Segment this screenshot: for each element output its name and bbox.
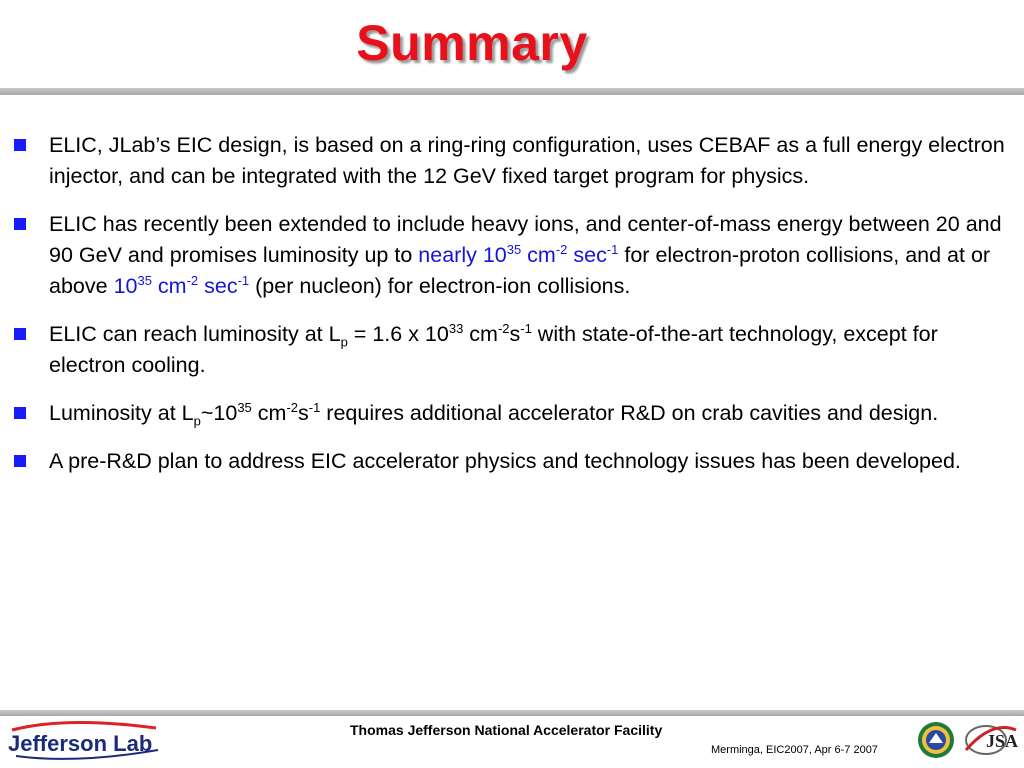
- bullet-square-icon: [14, 407, 26, 419]
- bullet-text-segment: -2: [286, 399, 298, 415]
- bullet-text-segment: s: [298, 401, 309, 425]
- bullet-text-segment: -1: [237, 272, 250, 288]
- bullet-text-segment: cm: [521, 243, 556, 267]
- bullet-text-segment: ELIC, JLab’s EIC design, is based on a ring-ring configuration, uses CEBAF as a full energy electron injector, and can be integrated with the 12 GeV fixed target program for physics.: [49, 133, 1005, 188]
- jsa-logo-text: JSA: [986, 731, 1019, 751]
- citation-text: Merminga, EIC2007, Apr 6-7 2007: [711, 744, 878, 756]
- jsa-logo: [962, 720, 1020, 760]
- bullet-text-segment: -2: [555, 241, 568, 257]
- bullet-square-icon: [14, 455, 26, 467]
- bullet-text-segment: p: [340, 334, 348, 350]
- bullet-text-segment: -1: [606, 241, 619, 257]
- bullet-text-segment: 35: [137, 272, 152, 288]
- bullet-text-segment: Luminosity at L: [49, 401, 194, 425]
- bullet-text-segment: sec: [567, 243, 607, 267]
- bullet-text-segment: 33: [448, 320, 464, 336]
- bullet-text-segment: 35: [237, 399, 252, 415]
- bullet-text-segment: = 1.6 x 10: [347, 322, 449, 346]
- bullet-text-segment: 35: [506, 241, 522, 257]
- doe-seal-icon: [917, 721, 955, 759]
- slide-title: Summary: [356, 15, 588, 71]
- jefferson-lab-logo: [6, 720, 166, 760]
- bullet-square-icon: [14, 328, 26, 340]
- jefferson-lab-wordmark: Jefferson Lab: [8, 731, 153, 756]
- bullet-text-segment: A pre-R&D plan to address EIC accelerator physics and technology issues has been developed.: [49, 449, 961, 473]
- bullet-text-segment: -1: [308, 399, 321, 415]
- footer-divider: [0, 710, 1024, 716]
- bullet-text-segment: 10: [113, 274, 138, 298]
- bullet-text-segment: nearly 10: [418, 243, 507, 267]
- bullet-square-icon: [14, 218, 26, 230]
- jsa-logo-icon: [962, 720, 1020, 760]
- bullet-text-segment: s: [509, 322, 521, 346]
- bullet-list: [12, 130, 1012, 494]
- bullet-text-segment: (per nucleon) for electron-ion collisions.: [249, 274, 631, 298]
- bullet-text-segment: cm: [151, 274, 187, 298]
- title-divider: [0, 88, 1024, 95]
- bullet-item: [12, 319, 1012, 381]
- bullet-text-segment: -2: [497, 320, 510, 336]
- bullet-item: [12, 130, 1012, 192]
- bullet-square-icon: [14, 139, 26, 151]
- facility-name: Thomas Jefferson National Accelerator Facility: [350, 722, 663, 738]
- bullet-text-segment: -2: [186, 272, 199, 288]
- bullet-text-segment: cm: [463, 322, 498, 346]
- bullet-text-segment: -1: [520, 320, 532, 336]
- bullet-item: [12, 446, 1012, 477]
- bullet-text-segment: ELIC has recently been extended to include heavy ions, and center-of-mass energy between 20 and 90 GeV and promises luminosity up to: [49, 212, 1002, 267]
- bullet-text-segment: p: [193, 413, 201, 429]
- bullet-text-segment: with state-of-the-art technology, except for electron cooling.: [49, 322, 938, 377]
- bullet-text-segment: cm: [251, 401, 287, 425]
- bullet-text-segment: ELIC can reach luminosity at L: [49, 322, 341, 346]
- bullet-text-segment: ~10: [200, 401, 238, 425]
- bullet-text-segment: sec: [198, 274, 238, 298]
- bullet-text-segment: for electron-proton collisions, and at or above: [49, 243, 991, 298]
- bullet-item: [12, 398, 1012, 429]
- bullet-item: [12, 209, 1012, 302]
- bullet-text-segment: requires additional accelerator R&D on crab cavities and design.: [320, 401, 939, 425]
